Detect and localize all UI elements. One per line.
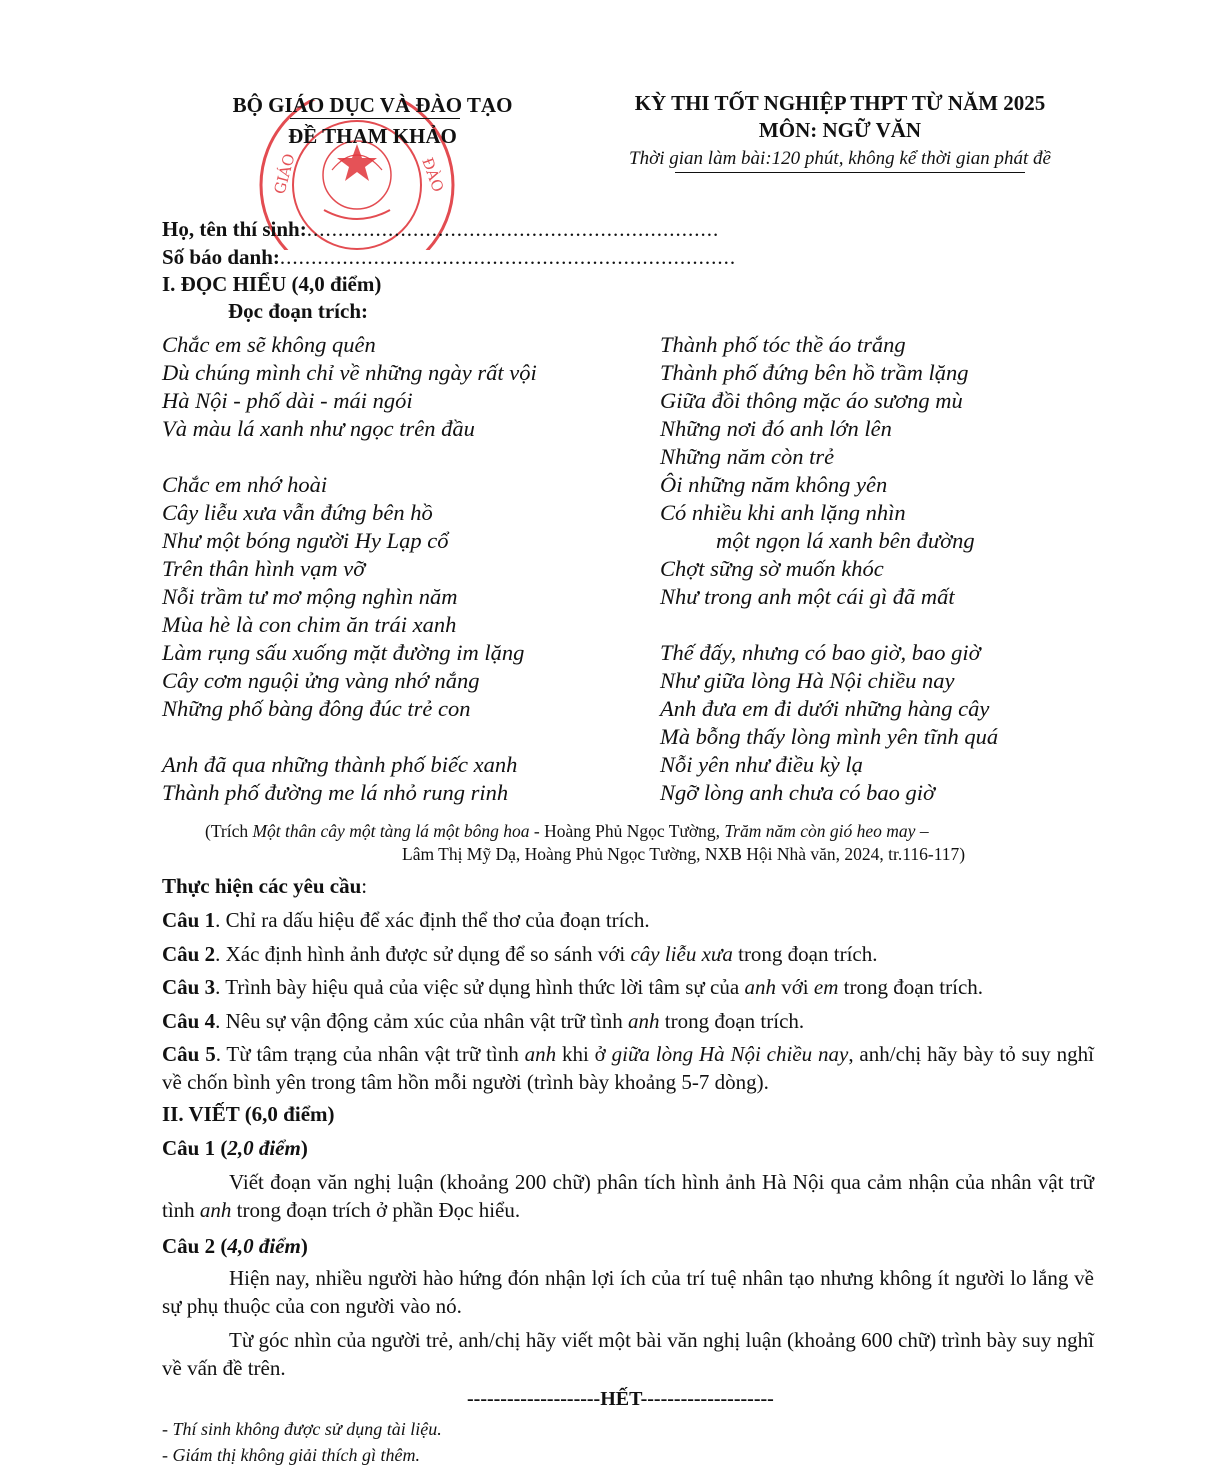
poem-line: Anh đã qua những thành phố biếc xanh bbox=[162, 752, 518, 777]
writing-question-1-heading bbox=[162, 1134, 1094, 1162]
footnote-2: - Giám thị không giải thích gì thêm. bbox=[162, 1445, 420, 1465]
poem-line: Như trong anh một cái gì đã mất bbox=[660, 584, 955, 609]
question-text: . Chỉ ra dấu hiệu để xác định thể thơ của đoạn trích. bbox=[215, 908, 650, 932]
candidate-name-blank[interactable]: .................................................................. bbox=[306, 217, 720, 241]
candidate-id-label: Số báo danh: bbox=[162, 245, 280, 269]
question-text: . Xác định hình ảnh được sử dụng để so sánh với bbox=[215, 942, 631, 966]
poem-line: Trên thân hình vạm vỡ bbox=[162, 556, 366, 581]
section-2-title: II. VIẾT (6,0 điểm) bbox=[162, 1102, 335, 1126]
poem-line: Nỗi trầm tư mơ mộng nghìn năm bbox=[162, 584, 458, 609]
poem-line: Chợt sững sờ muốn khóc bbox=[660, 556, 884, 581]
poem-line: Thành phố đường me lá nhỏ rung rinh bbox=[162, 780, 509, 805]
question-emphasis: anh bbox=[524, 1042, 557, 1066]
poem-line: Và màu lá xanh như ngọc trên đầu bbox=[162, 416, 475, 441]
source-dash: – bbox=[915, 821, 929, 841]
exam-header bbox=[580, 90, 1100, 174]
question-label: Câu 2 bbox=[162, 942, 216, 966]
poem-line: Cây cơm nguội ửng vàng nhớ nắng bbox=[162, 668, 480, 693]
poem-right-column bbox=[660, 331, 998, 807]
poem-line bbox=[162, 443, 537, 471]
tasks-heading bbox=[162, 872, 1094, 900]
writing-question-text: trong đoạn trích ở phần Đọc hiểu. bbox=[231, 1198, 521, 1222]
source-citation-line2: Lâm Thị Mỹ Dạ, Hoàng Phủ Ngọc Tường, NXB Hội Nhà văn, 2024, tr.116-117) bbox=[402, 844, 966, 864]
writing-question-text: Viết đoạn văn nghị luận (khoảng 200 chữ) phân tích hình ảnh Hà Nội qua cảm nhận của nhân vật trữ tình bbox=[162, 1170, 1094, 1222]
question-text: trong đoạn trích. bbox=[659, 1009, 805, 1033]
poem-line: Những phố bàng đông đúc trẻ con bbox=[162, 696, 471, 721]
candidate-id-blank[interactable]: ......................................................................... bbox=[279, 245, 737, 269]
writing-question-2-heading bbox=[162, 1232, 1094, 1260]
writing-question-2-para-2: Từ góc nhìn của người trẻ, anh/chị hãy viết một bài văn nghị luận (khoảng 600 chữ) trình bày suy nghĩ về vấn đề trên. bbox=[162, 1328, 1094, 1380]
question-label: Câu 3 bbox=[162, 975, 216, 999]
exam-subject: MÔN: NGỮ VĂN bbox=[758, 118, 922, 142]
end-marker: --------------------HẾT-------------------- bbox=[467, 1388, 774, 1410]
candidate-name-label: Họ, tên thí sinh: bbox=[162, 217, 307, 241]
question-5 bbox=[162, 1040, 1094, 1096]
svg-text:ĐÀO: ĐÀO bbox=[418, 155, 448, 195]
poem-line: Ngỡ lòng anh chưa có bao giờ bbox=[660, 780, 936, 805]
writing-question-2-para-1: Hiện nay, nhiều người hào hứng đón nhận lợi ích của trí tuệ nhân tạo nhưng không ít người lo lắng về sự phụ thuộc của con người vào nó. bbox=[162, 1266, 1094, 1318]
poem-line: Có nhiều khi anh lặng nhìn bbox=[660, 500, 906, 525]
question-text: trong đoạn trích. bbox=[732, 942, 878, 966]
poem-line: Mùa hè là con chim ăn trái xanh bbox=[162, 612, 457, 637]
question-label: Câu 4 bbox=[162, 1009, 216, 1033]
question-4 bbox=[162, 1007, 1094, 1035]
question-emphasis: anh bbox=[744, 975, 776, 999]
poem-line: Giữa đồi thông mặc áo sương mù bbox=[660, 388, 963, 413]
poem-line bbox=[162, 723, 537, 751]
svg-text:GIÁO: GIÁO bbox=[270, 151, 299, 197]
footnote-1: - Thí sinh không được sử dụng tài liệu. bbox=[162, 1419, 442, 1439]
question-emphasis: cây liễu xưa bbox=[630, 942, 733, 966]
question-text: khi ở bbox=[556, 1042, 612, 1066]
poem-line: một ngọn lá xanh bên đường bbox=[716, 528, 975, 553]
question-label: Câu 1 bbox=[162, 908, 216, 932]
exam-time: Thời gian làm bài:120 phút, không kể thời gian phát đề bbox=[629, 148, 1051, 169]
poem-line: Ôi những năm không yên bbox=[660, 472, 888, 497]
question-text: . Nêu sự vận động cảm xúc của nhân vật trữ tình bbox=[215, 1009, 629, 1033]
poem-line: Thành phố tóc thề áo trắng bbox=[660, 332, 906, 357]
tasks-heading-colon: : bbox=[361, 874, 368, 898]
source-author: - Hoàng Phủ Ngọc Tường, bbox=[529, 821, 725, 841]
poem-line: Làm rụng sấu xuống mặt đường im lặng bbox=[162, 640, 525, 665]
poem-line: Chắc em nhớ hoài bbox=[162, 472, 328, 497]
section-1-title: I. ĐỌC HIỂU (4,0 điểm) bbox=[162, 272, 382, 296]
writing-question-paren: ) bbox=[300, 1136, 308, 1160]
poem-line: Thế đấy, nhưng có bao giờ, bao giờ bbox=[660, 640, 981, 665]
candidate-name-line bbox=[162, 215, 719, 243]
question-emphasis: giữa lòng Hà Nội chiều nay bbox=[611, 1042, 849, 1066]
source-prefix: (Trích bbox=[205, 821, 253, 841]
writing-question-emphasis: anh bbox=[199, 1198, 232, 1222]
writing-question-label: Câu 1 ( bbox=[162, 1136, 228, 1160]
question-3 bbox=[162, 973, 1094, 1001]
question-1 bbox=[162, 906, 1094, 934]
question-emphasis: anh bbox=[628, 1009, 660, 1033]
ministry-name: BỘ GIÁO DỤC VÀ ĐÀO TẠO bbox=[232, 93, 513, 117]
source-citation-line1 bbox=[205, 820, 929, 843]
poem-line: Những nơi đó anh lớn lên bbox=[660, 416, 892, 441]
poem-left-column bbox=[162, 331, 537, 807]
question-2 bbox=[162, 940, 1094, 968]
tasks-heading-text: Thực hiện các yêu cầu bbox=[162, 874, 362, 898]
exam-underline bbox=[675, 172, 1025, 173]
document-type: ĐỀ THAM KHẢO bbox=[288, 124, 457, 148]
poem-line: Chắc em sẽ không quên bbox=[162, 332, 376, 357]
poem-line: Như một bóng người Hy Lạp cổ bbox=[162, 528, 449, 553]
question-label: Câu 5 bbox=[162, 1042, 216, 1066]
poem-line: Mà bỗng thấy lòng mình yên tĩnh quá bbox=[660, 724, 999, 749]
question-text: . Trình bày hiệu quả của việc sử dụng hình thức lời tâm sự của bbox=[215, 975, 745, 999]
poem-line: Cây liễu xưa vẫn đứng bên hồ bbox=[162, 500, 433, 525]
ministry-header bbox=[190, 90, 555, 152]
writing-question-points: 4,0 điểm bbox=[227, 1234, 301, 1258]
source-work-title: Một thân cây một tàng lá một bông hoa bbox=[252, 821, 530, 841]
poem-line bbox=[660, 611, 998, 639]
exam-title: KỲ THI TỐT NGHIỆP THPT TỪ NĂM 2025 bbox=[634, 91, 1046, 115]
poem-line: Những năm còn trẻ bbox=[660, 444, 835, 469]
question-text: trong đoạn trích. bbox=[838, 975, 984, 999]
source-book-title: Trăm năm còn gió heo may bbox=[724, 821, 916, 841]
writing-question-paren: ) bbox=[300, 1234, 308, 1258]
poem-line: Anh đưa em đi dưới những hàng cây bbox=[660, 696, 990, 721]
writing-question-points: 2,0 điểm bbox=[227, 1136, 301, 1160]
ministry-underline bbox=[290, 118, 460, 119]
question-text: với bbox=[775, 975, 814, 999]
question-emphasis: em bbox=[813, 975, 839, 999]
poem-line: Nỗi yên như điều kỳ lạ bbox=[660, 752, 863, 777]
poem-line: Dù chúng mình chỉ về những ngày rất vội bbox=[162, 360, 537, 385]
reading-intro: Đọc đoạn trích: bbox=[228, 299, 368, 323]
question-text: . Từ tâm trạng của nhân vật trữ tình bbox=[215, 1042, 525, 1066]
question-text: , anh/chị hãy bày tỏ suy nghĩ về chốn bình yên trong tâm hồn mỗi người (trình bày khoảng 5-7 dòng). bbox=[162, 1042, 1094, 1094]
poem-line: Hà Nội - phố dài - mái ngói bbox=[162, 388, 413, 413]
writing-question-1-body bbox=[162, 1168, 1094, 1224]
poem-line: Thành phố đứng bên hồ trầm lặng bbox=[660, 360, 969, 385]
candidate-id-line bbox=[162, 243, 736, 271]
poem-line: Như giữa lòng Hà Nội chiều nay bbox=[660, 668, 955, 693]
writing-question-label: Câu 2 ( bbox=[162, 1234, 228, 1258]
